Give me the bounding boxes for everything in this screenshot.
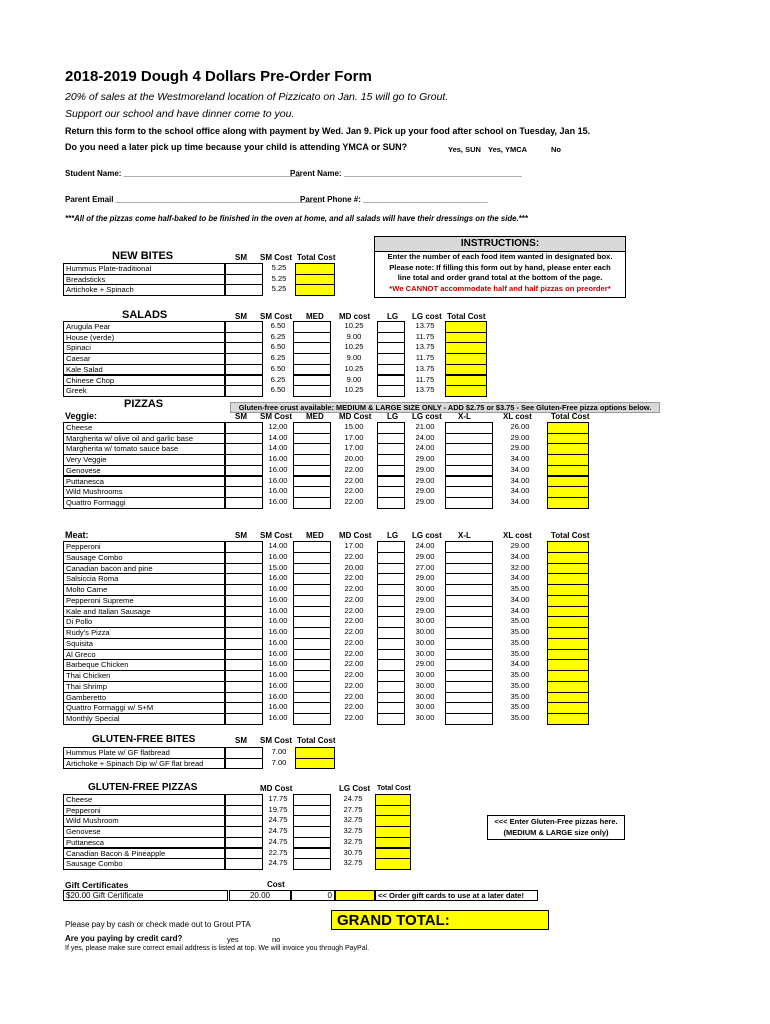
item-name: Wild Mushrooms (63, 486, 225, 498)
intro-line-2: Support our school and have dinner come to you. (65, 108, 295, 120)
lg-cost: 27.00 (415, 562, 435, 572)
col-total-cost: Total Cost (551, 412, 590, 421)
item-name: Puttanesca (63, 476, 225, 488)
sm-cost: 5.25 (271, 273, 287, 283)
lg-cost: 11.75 (415, 374, 435, 384)
col-med: MED (306, 412, 324, 421)
lg-cost: 29.00 (415, 551, 435, 561)
md-cost: 17.00 (344, 432, 364, 442)
gf-pizzas-title: GLUTEN-FREE PIZZAS (88, 782, 198, 793)
med-qty-input[interactable] (293, 497, 331, 509)
lg-cost: 24.00 (415, 432, 435, 442)
col-md-cost: MD Cost (339, 412, 372, 421)
sm-cost: 16.00 (268, 594, 288, 604)
col-sm-cost: SM Cost (260, 531, 292, 540)
credit-yes-option[interactable]: yes (227, 935, 239, 944)
md-cost: 9.00 (346, 374, 362, 384)
option-yes-ymca[interactable]: Yes, YMCA (488, 145, 528, 154)
item-name: Canadian Bacon & Pineapple (63, 848, 225, 860)
item-name: Cheese (63, 422, 225, 434)
item-name: Monthly Special (63, 713, 225, 725)
meat-label: Meat: (65, 530, 89, 540)
xl-cost: 35.00 (510, 616, 530, 626)
sm-cost: 16.00 (268, 454, 288, 464)
sm-cost: 16.00 (268, 496, 288, 506)
item-name: Hummus Plate-traditional (63, 263, 225, 275)
option-no[interactable]: No (551, 145, 561, 154)
lg-cost: 30.00 (415, 637, 435, 647)
sm-cost: 6.50 (270, 321, 286, 330)
md-cost: 22.00 (344, 627, 364, 636)
paypal-note: If yes, please make sure correct email address is listed at top. We will invoice you through PayPal. (65, 945, 370, 952)
lg-cost: 11.75 (415, 331, 435, 341)
sm-cost: 6.50 (270, 385, 286, 395)
md-cost: 22.00 (344, 713, 364, 722)
md-cost: 10.25 (344, 363, 364, 373)
sm-qty-input[interactable] (225, 385, 263, 397)
med-qty-input[interactable] (293, 713, 331, 725)
md-cost: 22.00 (344, 486, 364, 496)
total-cost-input[interactable] (445, 385, 487, 397)
item-name: Molto Carne (63, 584, 225, 596)
xl-cost: 34.00 (510, 464, 530, 474)
lg-cost: 29.00 (415, 454, 435, 464)
sm-cost: 7.00 (271, 757, 287, 767)
lg-cost: 29.00 (415, 594, 435, 604)
md-cost: 24.75 (268, 815, 288, 825)
item-name: Genovese (63, 826, 225, 838)
item-name: Puttanesca (63, 837, 225, 849)
xl-cost: 34.00 (510, 551, 530, 561)
item-name: Artichoke + Spinach Dip w/ GF flat bread (63, 758, 225, 770)
lg-cost: 13.75 (415, 321, 435, 330)
item-name: Thai Shrimp (63, 681, 225, 693)
lg-cost: 29.00 (415, 659, 435, 669)
lg-cost: 30.00 (415, 680, 435, 690)
col-sm-cost: SM Cost (260, 253, 292, 262)
md-cost: 17.00 (344, 541, 364, 550)
credit-question: Are you paying by credit card? (65, 934, 183, 943)
md-cost: 22.00 (344, 648, 364, 658)
xl-cost: 34.00 (510, 659, 530, 669)
item-name: Sausage Combo (63, 552, 225, 564)
xl-qty-input[interactable] (445, 497, 493, 509)
lg-cost: 30.00 (415, 616, 435, 626)
xl-cost: 34.00 (510, 475, 530, 485)
gf-entry-note-line: (MEDIUM & LARGE size only) (503, 828, 609, 837)
option-yes-sun[interactable]: Yes, SUN (448, 145, 481, 154)
gift-item: $20.00 Gift Certificate (63, 890, 228, 901)
sm-cost: 5.25 (271, 284, 287, 294)
xl-cost: 34.00 (510, 454, 530, 464)
md-cost: 24.75 (268, 836, 288, 846)
lg-cost: 13.75 (415, 342, 435, 352)
col-total-cost: Total Cost (297, 253, 336, 262)
md-cost: 10.25 (344, 342, 364, 352)
gluten-free-note: Gluten-free crust available: MEDIUM & LARGE SIZE ONLY - ADD $2.75 or $3.75 - See Gluten-Free pizza options below. (230, 402, 660, 413)
item-name: Margherita w/ tomato sauce base (63, 443, 225, 455)
sm-cost: 15.00 (268, 562, 288, 572)
md-qty-input[interactable] (225, 858, 263, 870)
item-name: Genovese (63, 465, 225, 477)
md-cost: 9.00 (346, 353, 362, 363)
md-cost: 17.75 (268, 794, 288, 803)
md-cost: 22.00 (344, 551, 364, 561)
md-cost: 22.00 (344, 475, 364, 485)
sm-cost: 16.00 (268, 551, 288, 561)
total-cost-input[interactable] (295, 758, 335, 770)
student-name-field[interactable]: Student Name: ________________________________________ (65, 169, 302, 178)
item-name: Quattro Formaggi w/ S+M (63, 702, 225, 714)
gift-title: Gift Certificates (65, 880, 129, 890)
col-med: MED (306, 531, 324, 540)
sm-cost: 6.25 (270, 374, 286, 384)
lg-cost: 30.00 (415, 584, 435, 593)
col-total-cost: Total Cost (551, 531, 590, 540)
sm-cost: 16.00 (268, 648, 288, 658)
lg-cost: 29.00 (415, 464, 435, 474)
lg-qty-input[interactable] (293, 858, 331, 870)
md-cost: 22.00 (344, 691, 364, 701)
md-cost: 22.00 (344, 464, 364, 474)
xl-cost: 35.00 (510, 637, 530, 647)
item-name: Very Veggie (63, 454, 225, 466)
sm-cost: 6.25 (270, 331, 286, 341)
sm-cost: 16.00 (268, 680, 288, 690)
pizzas-title: PIZZAS (124, 398, 164, 410)
parent-phone-field[interactable]: Parent Phone #: ____________________________ (300, 195, 488, 204)
md-cost: 9.00 (346, 331, 362, 341)
instructions-title: INSTRUCTIONS: (375, 237, 625, 252)
sm-cost: 16.00 (268, 691, 288, 701)
col-sm: SM (235, 736, 247, 745)
item-name: Canadian bacon and pine (63, 563, 225, 575)
item-name: Pepperoni Supreme (63, 595, 225, 607)
col-xl-cost: XL cost (503, 531, 532, 540)
md-cost: 22.00 (344, 616, 364, 626)
lg-cost: 24.00 (415, 443, 435, 453)
veggie-label: Veggie: (65, 411, 98, 421)
col-sm: SM (235, 531, 247, 540)
item-name: Arugula Pear (63, 321, 225, 333)
md-cost: 10.25 (344, 321, 364, 330)
item-name: Spinaci (63, 342, 225, 354)
lg-cost: 29.00 (415, 496, 435, 506)
lg-qty-input[interactable] (377, 497, 405, 509)
lg-cost: 32.75 (343, 836, 363, 846)
col-med: MED (306, 312, 324, 321)
sm-cost: 16.00 (268, 486, 288, 496)
item-name: Cheese (63, 794, 225, 806)
md-cost: 22.00 (344, 573, 364, 583)
lg-cost: 30.00 (415, 670, 435, 679)
md-cost: 22.75 (268, 847, 288, 857)
item-name: Margherita w/ olive oil and garlic base (63, 433, 225, 445)
item-name: Breadsticks (63, 274, 225, 286)
lg-cost: 13.75 (415, 385, 435, 395)
total-cost-input[interactable] (547, 713, 589, 725)
item-name: Di Pollo (63, 616, 225, 628)
col-sm: SM (235, 253, 247, 262)
md-cost: 22.00 (344, 594, 364, 604)
return-instructions: Return this form to the school office along with payment by Wed. Jan 9. Pick up your food after school on Tuesday, Jan 15. (65, 126, 591, 136)
xl-cost: 34.00 (510, 486, 530, 496)
lg-cost: 32.75 (343, 815, 363, 825)
gf-entry-note-line: <<< Enter Gluten-Free pizzas here. (494, 817, 618, 826)
lg-cost: 21.00 (415, 422, 435, 431)
med-qty-input[interactable] (293, 385, 331, 397)
sm-cost: 6.25 (270, 353, 286, 363)
instructions-line: Please note: If filling this form out by hand, please enter each (389, 262, 611, 272)
gift-cost: 20.00 (229, 890, 291, 901)
col-total-cost: Total Cost (447, 312, 486, 321)
sm-cost: 14.00 (268, 443, 288, 453)
sm-qty-input[interactable] (225, 713, 263, 725)
gift-total-input[interactable] (335, 890, 375, 901)
col-sm: SM (235, 312, 247, 321)
instructions-box (374, 236, 626, 298)
md-cost: 22.00 (344, 659, 364, 669)
sm-cost: 12.00 (268, 422, 288, 431)
xl-cost: 29.00 (510, 432, 530, 442)
lg-cost: 30.75 (343, 847, 363, 857)
item-name: Thai Chicken (63, 670, 225, 682)
item-name: Sausage Combo (63, 858, 225, 870)
item-name: Hummus Plate w/ GF flatbread (63, 747, 225, 759)
total-cost-input[interactable] (547, 497, 589, 509)
xl-cost: 35.00 (510, 627, 530, 636)
sm-cost: 16.00 (268, 702, 288, 712)
col-md-cost: MD Cost (260, 784, 293, 793)
col-sm: SM (235, 412, 247, 421)
instructions-line: line total and order grand total at the bottom of the page. (397, 273, 603, 282)
item-name: Artichoke + Spinach (63, 284, 225, 296)
parent-email-field[interactable]: Parent Email ______________________________________________ (65, 195, 321, 204)
xl-cost: 26.00 (510, 422, 530, 431)
lg-cost: 30.00 (415, 627, 435, 636)
xl-cost: 35.00 (510, 670, 530, 679)
gf-entry-note (487, 815, 625, 840)
col-lg-cost: LG cost (412, 531, 442, 540)
md-cost: 20.00 (344, 562, 364, 572)
item-name: Rudy's Pizza (63, 627, 225, 639)
total-cost-input[interactable] (375, 858, 411, 870)
col-md-cost: MD Cost (339, 531, 372, 540)
col-md-cost: MD cost (339, 312, 371, 321)
xl-cost: 35.00 (510, 584, 530, 593)
item-name: Salsiccia Roma (63, 573, 225, 585)
md-cost: 22.00 (344, 637, 364, 647)
md-cost: 15.00 (344, 422, 364, 431)
sm-cost: 16.00 (268, 627, 288, 636)
col-lg-cost: LG Cost (339, 784, 371, 793)
instructions-line: Enter the number of each food item wanted in designated box. (387, 252, 613, 261)
xl-cost: 34.00 (510, 594, 530, 604)
col-xl-cost: XL cost (503, 412, 532, 421)
md-cost: 10.25 (344, 385, 364, 395)
lg-cost: 32.75 (343, 826, 363, 836)
half-baked-note: ***All of the pizzas come half-baked to be finished in the oven at home, and all salads will have their dressings on the side.*** (65, 214, 528, 223)
sm-cost: 16.00 (268, 584, 288, 593)
xl-cost: 35.00 (510, 648, 530, 658)
sm-cost: 6.50 (270, 363, 286, 373)
sm-cost: 16.00 (268, 637, 288, 647)
md-cost: 24.75 (268, 826, 288, 836)
lg-cost: 24.00 (415, 541, 435, 550)
sm-cost: 5.25 (271, 263, 287, 272)
salads-title: SALADS (122, 309, 168, 321)
col-sm-cost: SM Cost (260, 736, 292, 745)
instructions-warning: *We CANNOT accommodate half and half pizzas on preorder* (389, 283, 611, 293)
md-cost: 22.00 (344, 670, 364, 679)
item-name: Chinese Chop (63, 375, 225, 387)
item-name: Kale and Italian Sausage (63, 606, 225, 618)
md-cost: 22.00 (344, 605, 364, 615)
md-cost: 22.00 (344, 496, 364, 506)
lg-cost: 30.00 (415, 702, 435, 712)
item-name: Quattro Formaggi (63, 497, 225, 509)
col-lg: LG (387, 312, 399, 321)
gift-qty-input[interactable]: 0 (291, 890, 335, 901)
xl-cost: 34.00 (510, 496, 530, 506)
xl-cost: 35.00 (510, 691, 530, 701)
xl-cost: 29.00 (510, 443, 530, 453)
md-cost: 20.00 (344, 454, 364, 464)
lg-cost: 30.00 (415, 691, 435, 701)
sm-cost: 16.00 (268, 616, 288, 626)
col-xl: X-L (458, 412, 471, 421)
lg-qty-input[interactable] (377, 713, 405, 725)
lg-cost: 11.75 (415, 353, 435, 363)
item-name: Squisita (63, 638, 225, 650)
credit-no-option[interactable]: no (272, 935, 281, 944)
md-cost: 17.00 (344, 443, 364, 453)
lg-cost: 29.00 (415, 486, 435, 496)
col-xl: X-L (458, 531, 471, 540)
item-name: Gamberetto (63, 692, 225, 704)
xl-qty-input[interactable] (445, 713, 493, 725)
sm-cost: 16.00 (268, 573, 288, 583)
md-cost: 22.00 (344, 584, 364, 593)
item-name: Greek (63, 385, 225, 397)
sm-cost: 16.00 (268, 713, 288, 722)
xl-cost: 35.00 (510, 713, 530, 722)
sm-cost: 14.00 (268, 432, 288, 442)
col-lg: LG (387, 531, 399, 540)
col-sm-cost: SM Cost (260, 312, 292, 321)
pickup-question: Do you need a later pick up time because your child is attending YMCA or SUN? (65, 142, 408, 152)
item-name: Pepperoni (63, 541, 225, 553)
sm-cost: 16.00 (268, 670, 288, 679)
col-total-cost: Total Cost (297, 736, 336, 745)
xl-cost: 34.00 (510, 573, 530, 583)
xl-cost: 35.00 (510, 680, 530, 690)
lg-cost: 24.75 (343, 794, 363, 803)
md-cost: 22.00 (344, 702, 364, 712)
xl-cost: 29.00 (510, 541, 530, 550)
sm-cost: 16.00 (268, 605, 288, 615)
parent-name-field[interactable]: Parent Name: ________________________________________ (290, 169, 522, 178)
sm-cost: 16.00 (268, 475, 288, 485)
col-lg-cost: LG cost (412, 412, 442, 421)
lg-qty-input[interactable] (377, 385, 405, 397)
col-lg: LG (387, 412, 399, 421)
item-name: Caesar (63, 353, 225, 365)
lg-cost: 32.75 (343, 858, 363, 868)
sm-cost: 16.00 (268, 464, 288, 474)
sm-qty-input[interactable] (225, 758, 263, 770)
gf-bites-title: GLUTEN-FREE BITES (92, 734, 196, 745)
sm-qty-input[interactable] (225, 497, 263, 509)
md-cost: 24.75 (268, 858, 288, 868)
sm-qty-input[interactable] (225, 284, 263, 296)
col-lg-cost: LG cost (412, 312, 442, 321)
lg-cost: 30.00 (415, 648, 435, 658)
item-name: Wild Mushroom (63, 815, 225, 827)
col-cost: Cost (267, 880, 285, 889)
lg-cost: 29.00 (415, 605, 435, 615)
page-title: 2018-2019 Dough 4 Dollars Pre-Order Form (65, 68, 372, 85)
md-cost: 19.75 (268, 804, 288, 814)
item-name: Barbeque Chicken (63, 659, 225, 671)
xl-cost: 32.00 (510, 562, 530, 572)
col-sm-cost: SM Cost (260, 412, 292, 421)
total-cost-input[interactable] (295, 284, 335, 296)
item-name: Kale Salad (63, 364, 225, 376)
item-name: Al Greco (63, 649, 225, 661)
lg-cost: 27.75 (343, 804, 363, 814)
gift-note: << Order gift cards to use at a later date! (375, 890, 538, 901)
intro-line-1: 20% of sales at the Westmoreland location of Pizzicato on Jan. 15 will go to Grout. (65, 91, 449, 103)
sm-cost: 7.00 (271, 747, 287, 756)
pay-note: Please pay by cash or check made out to Grout PTA (65, 920, 251, 929)
sm-cost: 6.50 (270, 342, 286, 352)
sm-cost: 16.00 (268, 659, 288, 669)
lg-cost: 29.00 (415, 573, 435, 583)
md-cost: 22.00 (344, 680, 364, 690)
new-bites-title: NEW BITES (112, 250, 174, 262)
lg-cost: 13.75 (415, 363, 435, 373)
item-name: Pepperoni (63, 805, 225, 817)
grand-total-input[interactable]: GRAND TOTAL: (331, 910, 549, 930)
sm-cost: 14.00 (268, 541, 288, 550)
xl-cost: 34.00 (510, 605, 530, 615)
lg-cost: 29.00 (415, 475, 435, 485)
col-total-cost: Total Cost (377, 785, 411, 792)
xl-cost: 35.00 (510, 702, 530, 712)
lg-cost: 30.00 (415, 713, 435, 722)
item-name: House (verde) (63, 332, 225, 344)
